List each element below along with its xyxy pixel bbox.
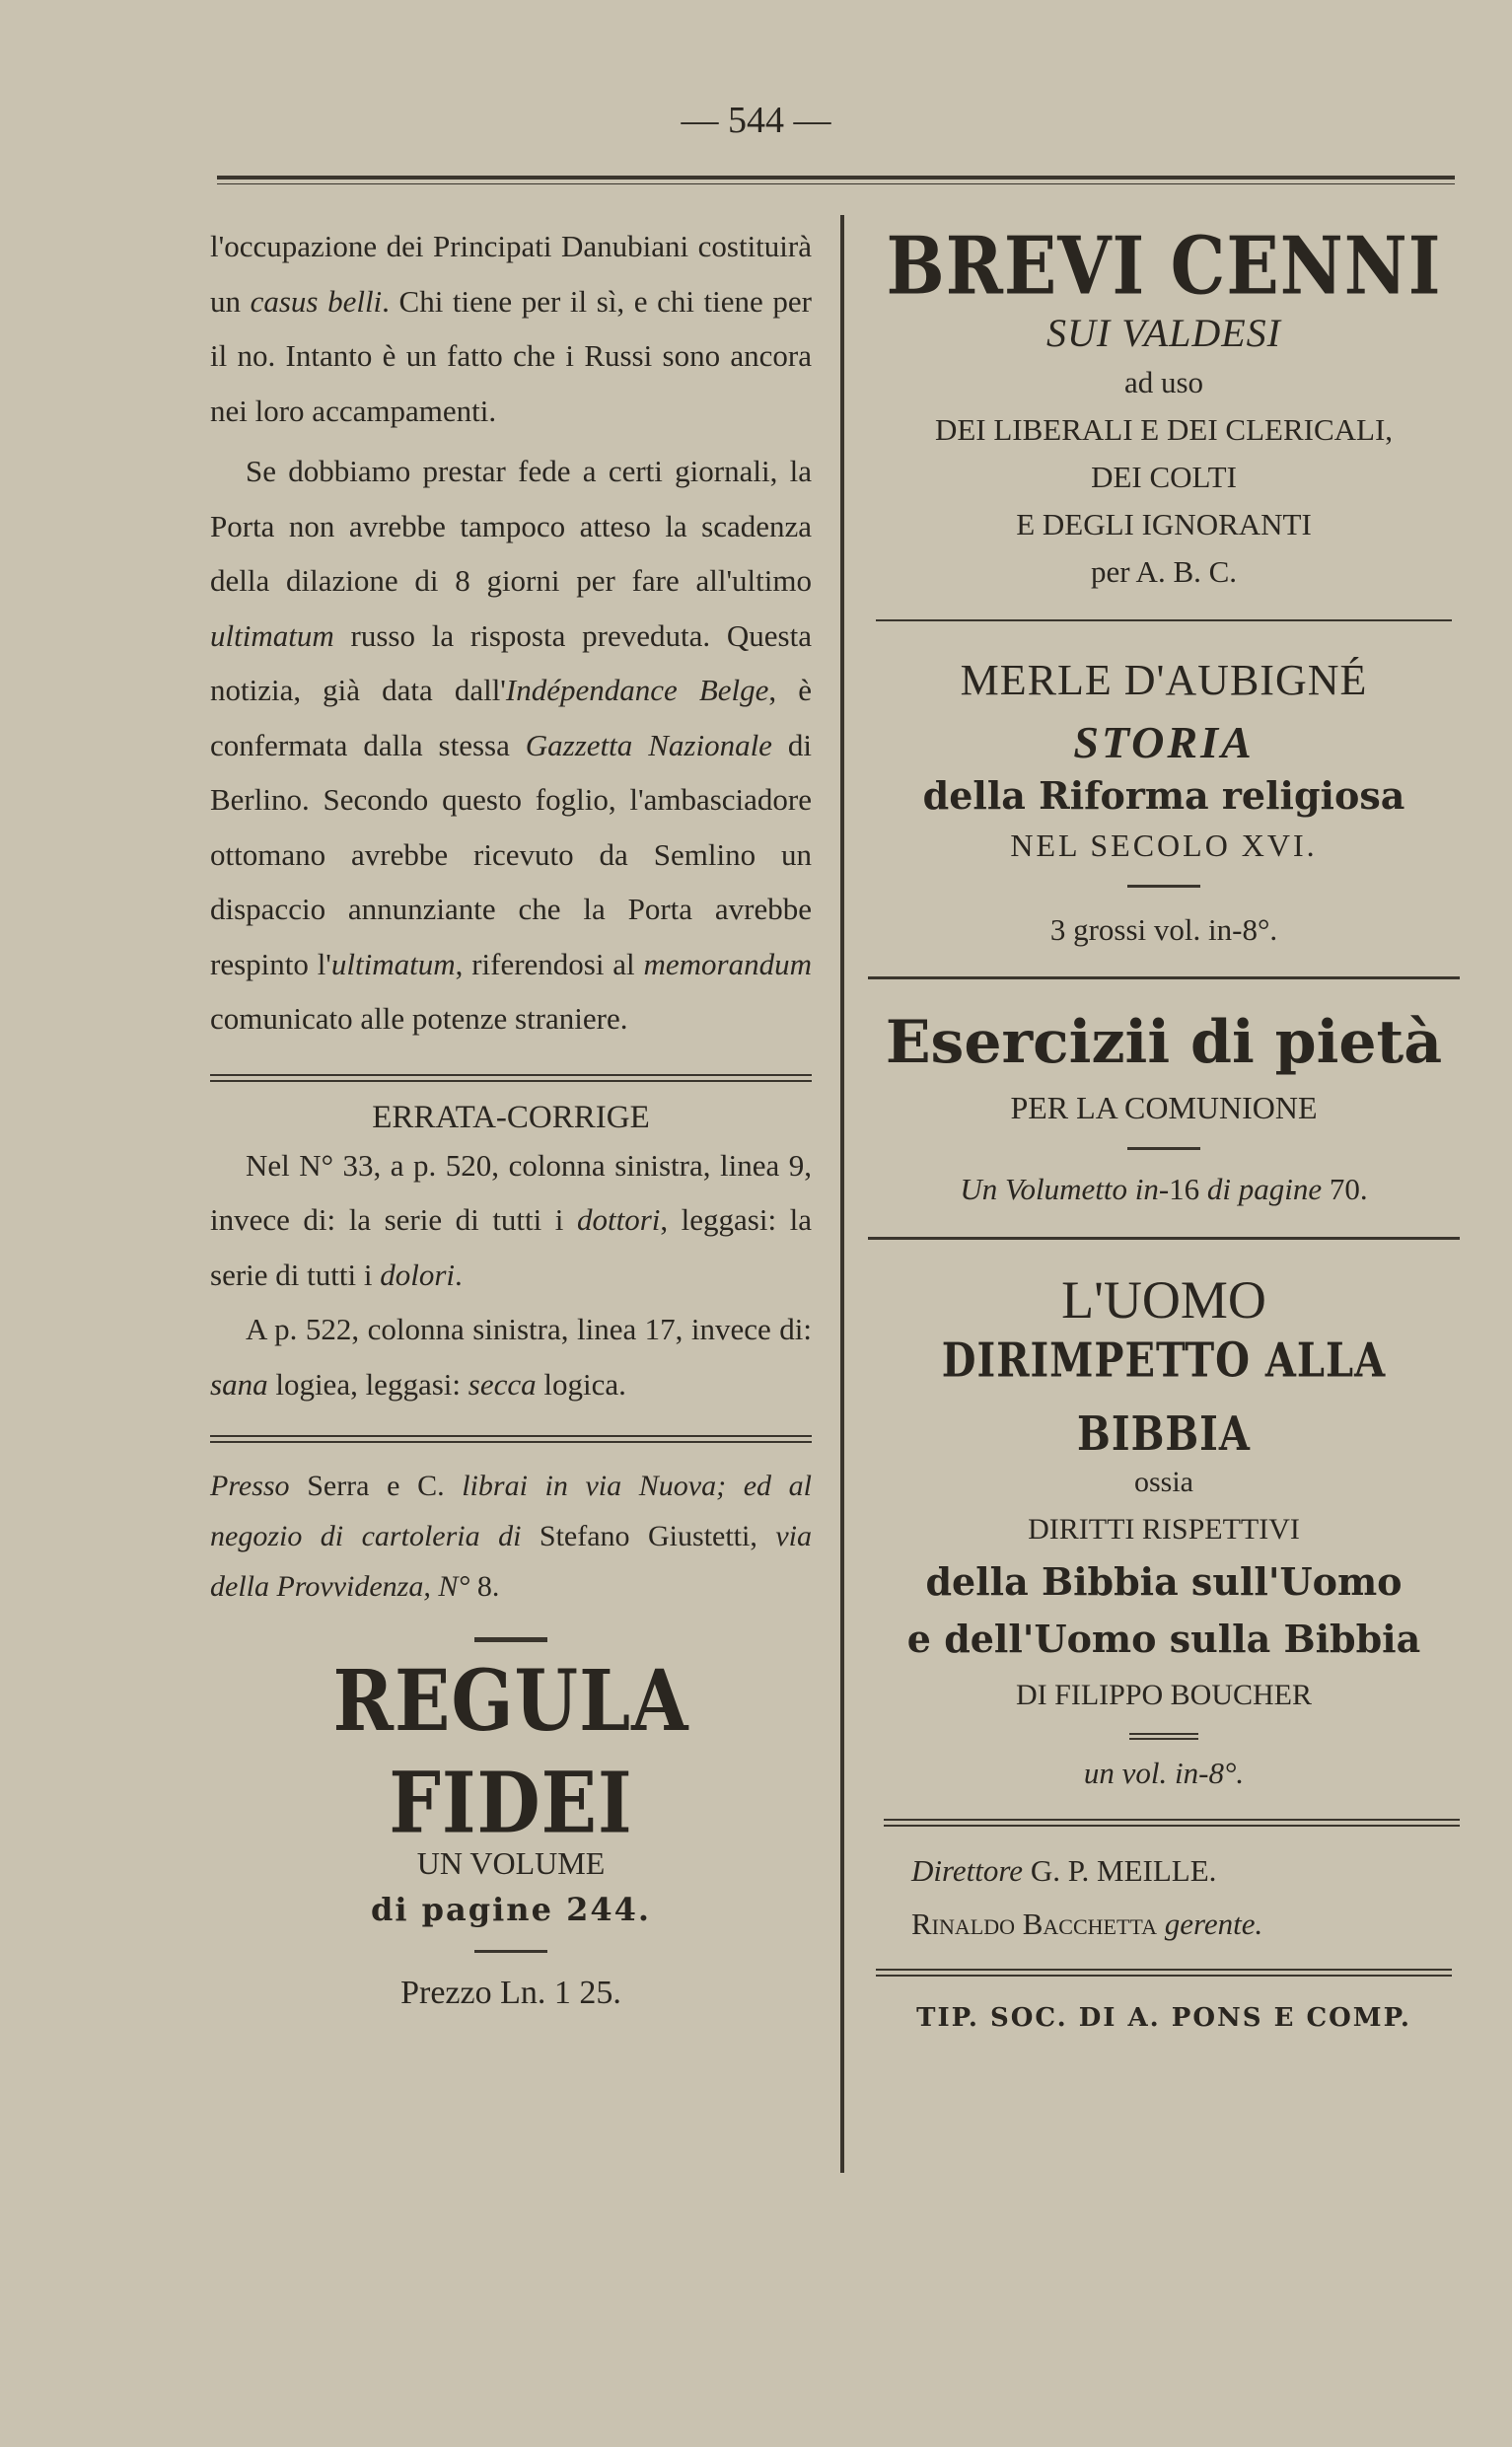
esercizii-title: Esercizii di pietà <box>885 1008 1443 1077</box>
uomo-line: e dell'Uomo sulla Bibbia <box>906 1617 1421 1661</box>
storia-title: STORIA <box>1073 717 1255 767</box>
presso-notice: Presso Serra e C. librai in via Nuova; ed al negozio di cartoleria di Stefano Giustetti, via della Provvidenza, N° 8. <box>210 1470 813 1603</box>
short-rule <box>1127 1147 1200 1150</box>
brevi-cenni-title: BREVI CENNI <box>886 218 1442 314</box>
short-rule <box>474 1950 547 1953</box>
uomo-subtitle: DIRIMPETTO ALLA BIBBIA <box>941 1332 1387 1462</box>
section-rule <box>868 1237 1460 1240</box>
section-rule <box>876 1969 1452 1977</box>
short-rule <box>474 1637 547 1642</box>
errata-title: ERRATA-CORRIGE <box>372 1099 650 1135</box>
errata-item-2: A p. 522, colonna sinistra, linea 17, invece di: sana logiea, leggasi: secca logica. <box>210 1312 812 1402</box>
column-divider <box>840 215 844 2173</box>
page-number: — 544 — <box>681 100 831 141</box>
right-column <box>868 219 1460 2042</box>
direttore-line: Direttore G. P. MEILLE. <box>911 1853 1217 1888</box>
uomo-volume: un vol. in-8°. <box>1083 1756 1245 1790</box>
gerente-line: Rinaldo Bacchetta gerente. <box>911 1907 1263 1941</box>
esercizii-volume: Un Volumetto in-16 di pagine 70. <box>960 1172 1368 1206</box>
uomo-ossia: ossia <box>1134 1466 1193 1498</box>
left-column <box>210 219 812 2018</box>
section-rule <box>884 1819 1460 1827</box>
printer-line: TIP. SOC. DI A. PONS E COMP. <box>916 2003 1411 2033</box>
regula-volume: UN VOLUME <box>416 1845 606 1881</box>
brevi-line: per A. B. C. <box>1090 554 1238 589</box>
brevi-line: DEI LIBERALI E DEI CLERICALI, <box>934 412 1394 447</box>
uomo-title: L'UOMO <box>1061 1270 1266 1330</box>
merle-century: NEL SECOLO XVI. <box>1010 828 1318 863</box>
regula-fidei-title: REGULA FIDEI <box>332 1652 689 1853</box>
brevi-cenni-subtitle: SUI VALDESI <box>1046 311 1281 355</box>
regula-pages: di pagine 244. <box>370 1891 651 1928</box>
short-rule <box>1127 885 1200 888</box>
uomo-line: della Bibbia sull'Uomo <box>925 1559 1403 1604</box>
esercizii-subtitle: PER LA COMUNIONE <box>1010 1090 1318 1125</box>
merle-subtitle: della Riforma religiosa <box>922 773 1405 818</box>
brevi-line: ad uso <box>1123 365 1204 399</box>
short-rule <box>1129 1733 1198 1740</box>
merle-volumes: 3 grossi vol. in-8°. <box>1049 912 1278 947</box>
uomo-line: DIRITTI RISPETTIVI <box>1028 1513 1300 1546</box>
regula-price: Prezzo Ln. 1 25. <box>400 1975 621 2011</box>
section-rule <box>876 619 1452 621</box>
section-rule <box>210 1435 812 1443</box>
paragraph-occupazione: l'occupazione dei Principati Danubiani costituirà un casus belli. Chi tiene per il sì, e chi tiene per il no. Intanto è un fatto che i Russi sono ancora nei loro accampamenti. <box>210 229 812 428</box>
merle-author: MERLE D'AUBIGNÉ <box>960 656 1368 704</box>
paragraph-porta: Se dobbiamo prestar fede a certi giornali, la Porta non avrebbe tampoco atteso la scadenza della dilazione di 8 giorni per fare all'ultimo ultimatum russo la risposta preveduta. Questa notizia, già data dall'Indépendance Belge, è confermata dalla stessa Gazzetta Nazionale di Berlino. Secondo questo foglio, l'ambasciadore ottomano avrebbe ricevuto da Semlino un dispaccio annunziante che la Porta avrebbe respinto l'ultimatum, riferendosi al memorandum comunicato alle potenze straniere. <box>210 454 812 1036</box>
section-rule <box>210 1074 812 1082</box>
errata-item-1: Nel N° 33, a p. 520, colonna sinistra, linea 9, invece di: la serie di tutti i dottori, leggasi: la serie di tutti i dolori. <box>210 1147 812 1292</box>
top-rule <box>217 176 1455 184</box>
uomo-author: DI FILIPPO BOUCHER <box>1015 1679 1313 1711</box>
brevi-line: DEI COLTI <box>1091 460 1237 494</box>
brevi-line: E DEGLI IGNORANTI <box>1016 507 1312 541</box>
section-rule <box>868 976 1460 979</box>
